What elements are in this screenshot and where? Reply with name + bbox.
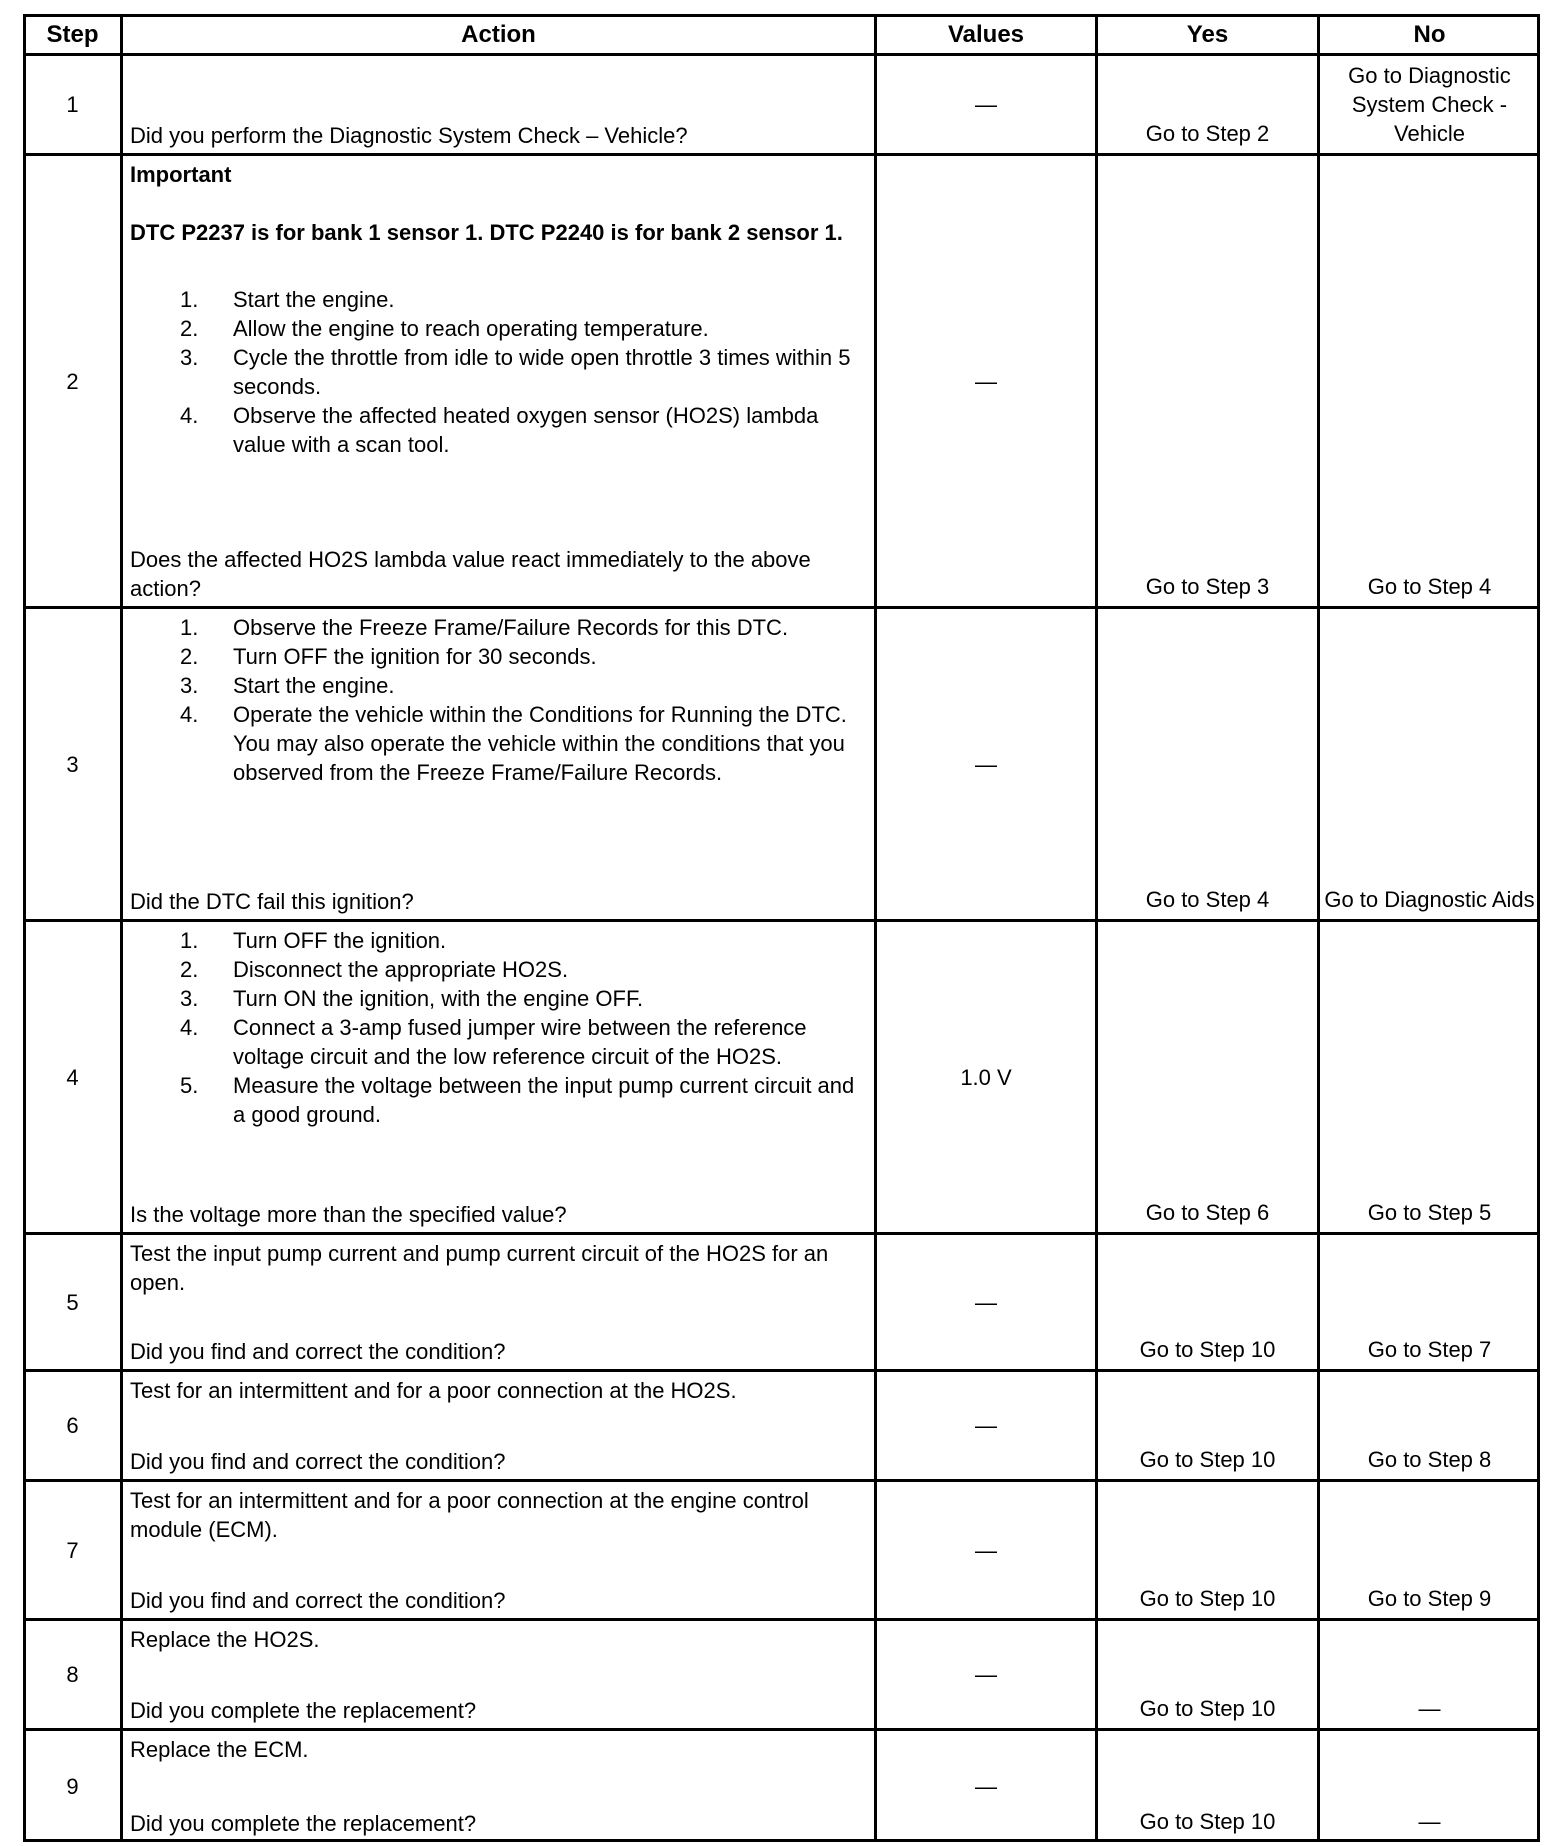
- question-text: Did you find and correct the condition?: [130, 1449, 506, 1474]
- table-horizontal-rule: [23, 1618, 1540, 1621]
- values-cell: [878, 57, 1094, 152]
- procedure-item-text: Connect a 3-amp fused jumper wire between the reference voltage circuit and the low reference circuit of the HO2S.: [233, 1015, 807, 1069]
- procedure-item-number: 2.: [180, 957, 199, 982]
- values-cell: [878, 1236, 1094, 1368]
- values-cell: [878, 1622, 1094, 1727]
- step-number: [26, 1483, 119, 1617]
- question-text: Is the voltage more than the specified value?: [130, 1202, 567, 1227]
- step-number-text: 4: [66, 1064, 79, 1090]
- step-number: [26, 1236, 119, 1368]
- yes-cell: [1099, 1483, 1316, 1617]
- procedure-item-text: Allow the engine to reach operating temperature.: [233, 316, 709, 341]
- step-number: [26, 923, 119, 1231]
- no-cell: [1321, 923, 1538, 1231]
- instruction-text: Replace the ECM.: [130, 1737, 309, 1762]
- values-cell-text: —: [975, 1662, 997, 1687]
- important-note: DTC P2237 is for bank 1 sensor 1. DTC P2240 is for bank 2 sensor 1.: [130, 220, 843, 245]
- table-vertical-rule: [1317, 14, 1320, 1842]
- yes-cell-text: Go to Step 10: [1139, 1586, 1276, 1611]
- question-text: Did you find and correct the condition?: [130, 1339, 506, 1364]
- procedure-item-text: Disconnect the appropriate HO2S.: [233, 957, 569, 982]
- table-horizontal-rule: [23, 1369, 1540, 1372]
- no-cell-text: Go to Step 8: [1367, 1447, 1492, 1472]
- procedure-item: [130, 642, 867, 671]
- values-cell: [878, 610, 1094, 918]
- spacer: [130, 60, 867, 121]
- procedure-item: [130, 613, 867, 642]
- action-cell: [124, 1483, 873, 1617]
- procedure-item: [130, 700, 867, 787]
- header-no-text: No: [1413, 21, 1446, 48]
- procedure-item: [130, 1013, 867, 1071]
- yes-cell-text: Go to Step 6: [1145, 1200, 1270, 1225]
- question-text: Did the DTC fail this ignition?: [130, 889, 414, 914]
- spacer: [130, 1544, 867, 1586]
- question-text: Did you complete the replacement?: [130, 1698, 477, 1723]
- no-cell: [1321, 157, 1538, 605]
- procedure-item: [130, 926, 867, 955]
- yes-cell: [1099, 923, 1316, 1231]
- table-horizontal-rule: [23, 53, 1540, 56]
- values-cell-text: —: [975, 1413, 997, 1438]
- values-cell-text: —: [975, 751, 997, 777]
- action-cell: [124, 1732, 873, 1840]
- values-cell: [878, 1373, 1094, 1478]
- action-cell: [124, 57, 873, 152]
- procedure-item-number: 4.: [180, 403, 199, 428]
- header-step: [26, 17, 119, 52]
- no-cell: [1321, 1236, 1538, 1368]
- spacer: [130, 1405, 867, 1447]
- step-number: [26, 157, 119, 605]
- action-cell: [124, 157, 873, 605]
- action-cell: [124, 1236, 873, 1368]
- instruction-text: Replace the HO2S.: [130, 1627, 320, 1652]
- values-cell-text: —: [975, 1289, 997, 1315]
- procedure-item-number: 3.: [180, 673, 199, 698]
- values-cell: [878, 923, 1094, 1231]
- spacer: [130, 1129, 867, 1200]
- question-text: Did you find and correct the condition?: [130, 1588, 506, 1613]
- question-text: Did you complete the replacement?: [130, 1811, 477, 1836]
- table-horizontal-rule: [23, 919, 1540, 922]
- values-cell: [878, 1732, 1094, 1840]
- yes-cell-text: Go to Step 10: [1139, 1809, 1276, 1834]
- no-cell: [1321, 1373, 1538, 1478]
- yes-cell-text: Go to Step 3: [1145, 574, 1270, 599]
- step-number: [26, 1373, 119, 1478]
- procedure-item: [130, 984, 867, 1013]
- yes-cell: [1099, 157, 1316, 605]
- spacer: [130, 247, 867, 285]
- no-cell: [1321, 1622, 1538, 1727]
- action-cell: [124, 923, 873, 1231]
- table-vertical-rule: [120, 14, 123, 1842]
- procedure-item-text: Measure the voltage between the input pump current circuit and a good ground.: [233, 1073, 855, 1127]
- procedure-item: [130, 314, 867, 343]
- spacer: [130, 1764, 867, 1809]
- spacer: [130, 787, 867, 887]
- yes-cell-text: Go to Step 2: [1145, 121, 1270, 146]
- procedure-item-number: 3.: [180, 986, 199, 1011]
- step-number-text: 3: [66, 751, 79, 777]
- procedure-item: [130, 671, 867, 700]
- procedure-item-number: 2.: [180, 644, 199, 669]
- no-cell-text: —: [1418, 1809, 1441, 1834]
- yes-cell: [1099, 1622, 1316, 1727]
- step-number-text: 5: [66, 1289, 79, 1315]
- no-cell: [1321, 57, 1538, 152]
- table-horizontal-rule: [23, 606, 1540, 609]
- header-no: [1321, 17, 1538, 52]
- no-cell-text: Go to Step 9: [1367, 1586, 1492, 1611]
- yes-cell-text: Go to Step 10: [1139, 1696, 1276, 1721]
- header-step-text: Step: [46, 21, 99, 48]
- table-vertical-rule: [874, 14, 877, 1842]
- no-cell-text: Go to Diagnostic Aids: [1324, 887, 1535, 912]
- spacer: [130, 189, 867, 218]
- procedure-item-number: 1.: [180, 287, 199, 312]
- diagnostic-table: [23, 14, 1540, 1842]
- step-number-text: 6: [66, 1413, 79, 1438]
- yes-cell: [1099, 57, 1316, 152]
- procedure-list: [130, 613, 867, 787]
- procedure-item-number: 4.: [180, 702, 199, 727]
- instruction-text: Test for an intermittent and for a poor connection at the engine control module (ECM).: [130, 1488, 809, 1542]
- step-number-text: 1: [66, 92, 79, 117]
- question-text: Does the affected HO2S lambda value react immediately to the above action?: [130, 547, 811, 601]
- spacer: [130, 1654, 867, 1696]
- yes-cell: [1099, 610, 1316, 918]
- procedure-list: [130, 926, 867, 1129]
- procedure-item-number: 2.: [180, 316, 199, 341]
- values-cell: [878, 157, 1094, 605]
- procedure-item-number: 1.: [180, 928, 199, 953]
- header-action-text: Action: [461, 21, 536, 48]
- table-horizontal-rule: [23, 1479, 1540, 1482]
- no-cell-text: Go to Step 7: [1367, 1337, 1492, 1362]
- procedure-list: [130, 285, 867, 459]
- values-cell-text: —: [975, 1773, 997, 1799]
- procedure-item: [130, 401, 867, 459]
- no-cell-text: Go to Diagnostic System Check - Vehicle: [1348, 63, 1511, 146]
- no-cell: [1321, 1483, 1538, 1617]
- table-horizontal-rule: [23, 153, 1540, 156]
- yes-cell: [1099, 1732, 1316, 1840]
- yes-cell-text: Go to Step 10: [1139, 1447, 1276, 1472]
- procedure-item-number: 1.: [180, 615, 199, 640]
- values-cell-text: —: [975, 1537, 997, 1563]
- header-yes-text: Yes: [1186, 21, 1229, 48]
- table-horizontal-rule: [23, 1728, 1540, 1731]
- procedure-item: [130, 285, 867, 314]
- values-cell: [878, 1483, 1094, 1617]
- procedure-item-text: Turn OFF the ignition.: [233, 928, 447, 953]
- table-horizontal-rule: [23, 1232, 1540, 1235]
- yes-cell-text: Go to Step 10: [1139, 1337, 1276, 1362]
- values-cell-text: —: [975, 368, 997, 394]
- procedure-item-text: Observe the Freeze Frame/Failure Records for this DTC.: [233, 615, 789, 640]
- procedure-item-text: Cycle the throttle from idle to wide open throttle 3 times within 5 seconds.: [233, 345, 851, 399]
- header-action: [124, 17, 873, 52]
- step-number: [26, 610, 119, 918]
- procedure-item: [130, 1071, 867, 1129]
- spacer: [130, 1297, 867, 1337]
- values-cell-text: 1.0 V: [960, 1064, 1012, 1090]
- instruction-text: Test the input pump current and pump current circuit of the HO2S for an open.: [130, 1241, 829, 1295]
- step-number-text: 8: [66, 1662, 79, 1687]
- no-cell: [1321, 610, 1538, 918]
- procedure-item-text: Turn OFF the ignition for 30 seconds.: [233, 644, 597, 669]
- spacer: [130, 459, 867, 545]
- procedure-item-text: Observe the affected heated oxygen sensor (HO2S) lambda value with a scan tool.: [233, 403, 819, 457]
- no-cell-text: Go to Step 5: [1367, 1200, 1492, 1225]
- procedure-item: [130, 343, 867, 401]
- procedure-item-text: Start the engine.: [233, 287, 395, 312]
- question-text: Did you perform the Diagnostic System Check – Vehicle?: [130, 123, 688, 148]
- step-number: [26, 57, 119, 152]
- step-number-text: 2: [66, 368, 79, 394]
- table-vertical-rule: [1095, 14, 1098, 1842]
- important-label: Important: [130, 162, 232, 187]
- action-cell: [124, 1622, 873, 1727]
- yes-cell: [1099, 1373, 1316, 1478]
- step-number: [26, 1732, 119, 1840]
- action-cell: [124, 1373, 873, 1478]
- yes-cell: [1099, 1236, 1316, 1368]
- header-values-text: Values: [947, 21, 1025, 48]
- instruction-text: Test for an intermittent and for a poor connection at the HO2S.: [130, 1378, 737, 1403]
- procedure-item-number: 3.: [180, 345, 199, 370]
- procedure-item-number: 5.: [180, 1073, 199, 1098]
- procedure-item-text: Start the engine.: [233, 673, 395, 698]
- values-cell-text: —: [975, 92, 997, 117]
- step-number: [26, 1622, 119, 1727]
- procedure-item-number: 4.: [180, 1015, 199, 1040]
- step-number-text: 7: [66, 1537, 79, 1563]
- no-cell: [1321, 1732, 1538, 1840]
- procedure-item: [130, 955, 867, 984]
- header-yes: [1099, 17, 1316, 52]
- no-cell-text: —: [1418, 1696, 1441, 1721]
- yes-cell-text: Go to Step 4: [1145, 887, 1270, 912]
- no-cell-text: Go to Step 4: [1367, 574, 1492, 599]
- procedure-item-text: Turn ON the ignition, with the engine OFF.: [233, 986, 644, 1011]
- step-number-text: 9: [66, 1773, 79, 1799]
- procedure-item-text: Operate the vehicle within the Conditions for Running the DTC. You may also operate the vehicle within the conditions that you observed from the Freeze Frame/Failure Records.: [233, 702, 847, 785]
- header-values: [878, 17, 1094, 52]
- action-cell: [124, 610, 873, 918]
